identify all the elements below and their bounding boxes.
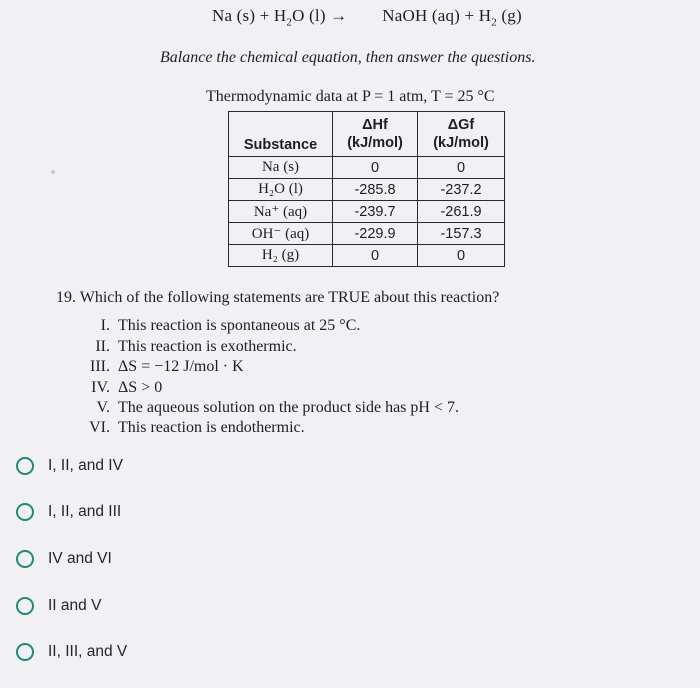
statement-text: This reaction is spontaneous at 25 °C. — [118, 317, 361, 334]
instruction-text: Balance the chemical equation, then answer the questions. — [160, 49, 536, 66]
substance-cell: OH⁻ (aq) — [229, 223, 333, 245]
chemical-equation — [212, 6, 522, 28]
answer-option-4[interactable] — [16, 594, 101, 618]
statement-number: II. — [95, 338, 110, 355]
substance-cell: H₂ (g) — [229, 245, 333, 267]
enthalpy-cell: -239.7 — [333, 201, 418, 223]
table-caption: Thermodynamic data at P = 1 atm, T = 25 °C — [206, 88, 495, 105]
plus-sign: + — [464, 6, 475, 25]
gibbs-cell: 0 — [418, 245, 505, 267]
reaction-arrow: → — [330, 6, 348, 25]
table-header-row — [229, 112, 505, 157]
table-row — [229, 179, 505, 201]
answer-option-3[interactable] — [16, 547, 112, 571]
table-row — [229, 201, 505, 223]
substance-cell: Na (s) — [229, 157, 333, 179]
table-row — [229, 245, 505, 267]
statement-number: V. — [96, 399, 110, 416]
option-label: I, II, and IV — [48, 457, 123, 474]
answer-option-2[interactable] — [16, 500, 121, 524]
radio-button[interactable] — [16, 457, 34, 475]
plus-sign: + — [259, 6, 270, 25]
option-label: I, II, and III — [48, 503, 122, 520]
statement-text: This reaction is exothermic. — [118, 338, 297, 355]
statement-text: The aqueous solution on the product side has pH < 7. — [118, 399, 459, 416]
stray-dot — [51, 170, 55, 174]
statement-text: ΔS > 0 — [118, 379, 163, 396]
table-row — [229, 223, 505, 245]
product-sodium-hydroxide: NaOH (aq) — [382, 6, 461, 25]
gibbs-cell: -237.2 — [418, 179, 505, 201]
statement-number: VI. — [89, 419, 110, 436]
enthalpy-cell: -229.9 — [333, 223, 418, 245]
table-row — [229, 157, 505, 179]
option-label: IV and VI — [48, 550, 112, 567]
question-text: 19. Which of the following statements are TRUE about this reaction? — [56, 289, 500, 306]
enthalpy-cell: -285.8 — [333, 179, 418, 201]
thermodynamic-data-table — [228, 111, 505, 267]
statement-number: IV. — [91, 379, 110, 396]
radio-button[interactable] — [16, 597, 34, 615]
answer-option-5[interactable] — [16, 640, 127, 664]
option-label: II and V — [48, 597, 102, 614]
header-gibbs: ΔGf (kJ/mol) — [418, 112, 505, 157]
statement-text: ΔS = −12 J/mol · K — [118, 358, 244, 375]
header-substance: Substance — [229, 112, 333, 157]
substance-cell: H₂O (l) — [229, 179, 333, 201]
header-enthalpy: ΔHf (kJ/mol) — [333, 112, 418, 157]
statement-number: III. — [90, 358, 110, 375]
answer-option-1[interactable] — [16, 454, 123, 478]
radio-button[interactable] — [16, 550, 34, 568]
gibbs-cell: -261.9 — [418, 201, 505, 223]
enthalpy-cell: 0 — [333, 157, 418, 179]
reactant-sodium: Na (s) — [212, 6, 256, 25]
radio-button[interactable] — [16, 503, 34, 521]
substance-cell: Na⁺ (aq) — [229, 201, 333, 223]
product-hydrogen: $H_2$ (g) — [478, 6, 522, 29]
enthalpy-cell: 0 — [333, 245, 418, 267]
radio-button[interactable] — [16, 643, 34, 661]
gibbs-cell: 0 — [418, 157, 505, 179]
statement-text: This reaction is endothermic. — [118, 419, 305, 436]
option-label: II, III, and V — [48, 643, 128, 660]
gibbs-cell: -157.3 — [418, 223, 505, 245]
reactant-water: $H_2O$ (l) — [273, 6, 326, 29]
statement-number: I. — [100, 317, 110, 334]
